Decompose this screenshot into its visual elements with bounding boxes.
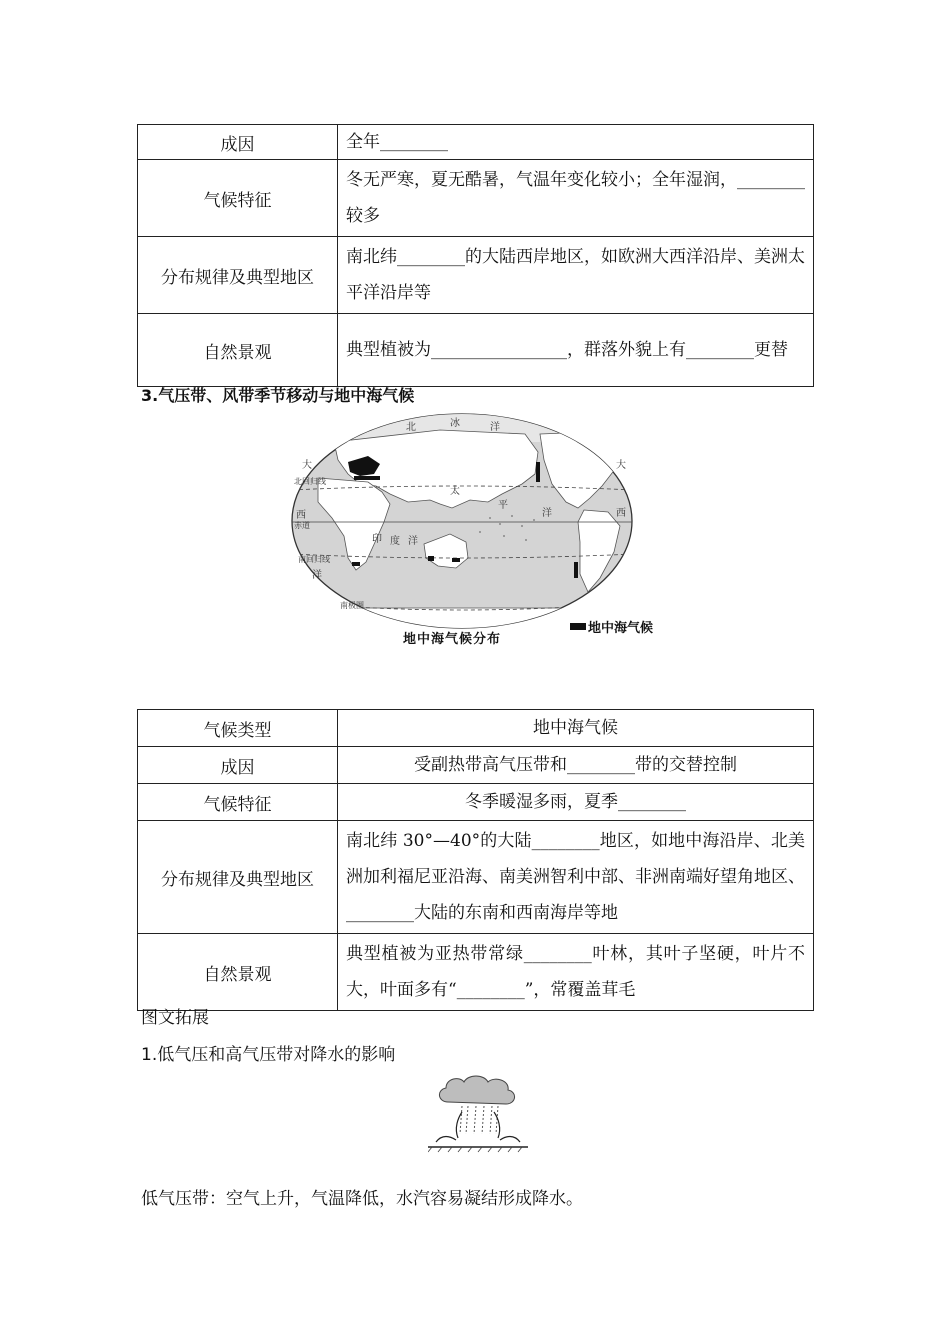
mediterranean-region-australia-se <box>452 558 460 562</box>
mediterranean-region-california <box>536 462 540 482</box>
table-mediterranean <box>137 709 814 1011</box>
row-value: 受副热带高气压带和________带的交替控制 <box>338 747 814 784</box>
map-label: 洋 <box>490 422 500 433</box>
map-label: 西 <box>616 508 626 519</box>
row-key: 成因 <box>138 747 338 784</box>
table-row <box>138 125 814 160</box>
mediterranean-region-north-africa <box>354 476 380 480</box>
map-label: 西 <box>296 510 306 521</box>
world-map <box>290 412 635 630</box>
low-pressure-description: 低气压带：空气上升，气温降低，水汽容易凝结形成降水。 <box>141 1189 583 1209</box>
table-row <box>138 821 814 934</box>
mediterranean-region-chile <box>574 562 578 578</box>
map-label: 北回归线 <box>294 477 326 486</box>
row-key: 自然景观 <box>138 314 338 387</box>
map-label: 洋 <box>312 570 322 581</box>
rising-air-arrow <box>494 1112 500 1138</box>
legend-swatch <box>570 623 586 630</box>
mediterranean-region-cape <box>352 562 360 566</box>
map-label: 度 <box>390 536 400 547</box>
table-row <box>138 747 814 784</box>
map-label: 平 <box>498 500 508 511</box>
row-value: 南北纬________的大陆西岸地区，如欧洲大西洋沿岸、美洲太平洋沿岸等 <box>338 237 814 314</box>
map-label: 大 <box>302 460 312 471</box>
table-row <box>138 934 814 1011</box>
section-title: 1.低气压和高气压带对降水的影响 <box>141 1045 396 1065</box>
map-label: 太 <box>450 486 460 497</box>
row-key: 成因 <box>138 125 338 160</box>
converging-wind-arrow <box>500 1137 520 1143</box>
row-value: 典型植被为亚热带常绿________叶林，其叶子坚硬，叶片不大，叶面多有“________”，常覆盖茸毛 <box>338 934 814 1011</box>
extension-title: 图文拓展 <box>141 1008 209 1028</box>
map-label: 南极圈 <box>340 601 364 610</box>
row-value: 冬无严寒，夏无酷暑，气温年变化较小；全年湿润，________较多 <box>338 160 814 237</box>
cloud-icon <box>439 1076 514 1104</box>
row-value: 全年________ <box>338 125 814 160</box>
row-key: 分布规律及典型地区 <box>138 237 338 314</box>
map-label: 洋 <box>408 536 418 547</box>
row-key: 气候特征 <box>138 784 338 821</box>
header-key: 气候类型 <box>138 710 338 747</box>
row-key: 气候特征 <box>138 160 338 237</box>
map-label: 南回归线 <box>298 555 330 564</box>
low-pressure-diagram <box>428 1072 528 1154</box>
table-row <box>138 784 814 821</box>
map-label: 赤道 <box>294 521 310 530</box>
map-label: 大 <box>616 460 626 471</box>
row-value: 南北纬 30°—40°的大陆________地区，如地中海沿岸、北美洲加利福尼亚沿海、南美洲智利中部、非洲南端好望角地区、________大陆的东南和西南海岸等地 <box>338 821 814 934</box>
table-row <box>138 160 814 237</box>
map-label: 冰 <box>450 418 460 429</box>
header-value: 地中海气候 <box>338 710 814 747</box>
row-value: 典型植被为________________，群落外貌上有________更替 <box>338 314 814 387</box>
legend-label: 地中海气候 <box>588 621 654 636</box>
mediterranean-region-australia-sw <box>428 556 434 561</box>
converging-wind-arrow <box>436 1137 456 1143</box>
map-label: 洋 <box>542 508 552 519</box>
row-key: 自然景观 <box>138 934 338 1011</box>
row-value: 冬季暖湿多雨，夏季________ <box>338 784 814 821</box>
map-label: 北 <box>406 422 416 433</box>
row-key: 分布规律及典型地区 <box>138 821 338 934</box>
map-caption: 地中海气候分布 <box>403 632 502 647</box>
map-label: 印 <box>372 534 382 545</box>
table-row <box>138 710 814 747</box>
table-row <box>138 314 814 387</box>
table-row <box>138 237 814 314</box>
map-legend <box>570 617 653 636</box>
table-temperate-maritime <box>137 124 814 387</box>
section-title: 3.气压带、风带季节移动与地中海气候 <box>141 386 415 405</box>
